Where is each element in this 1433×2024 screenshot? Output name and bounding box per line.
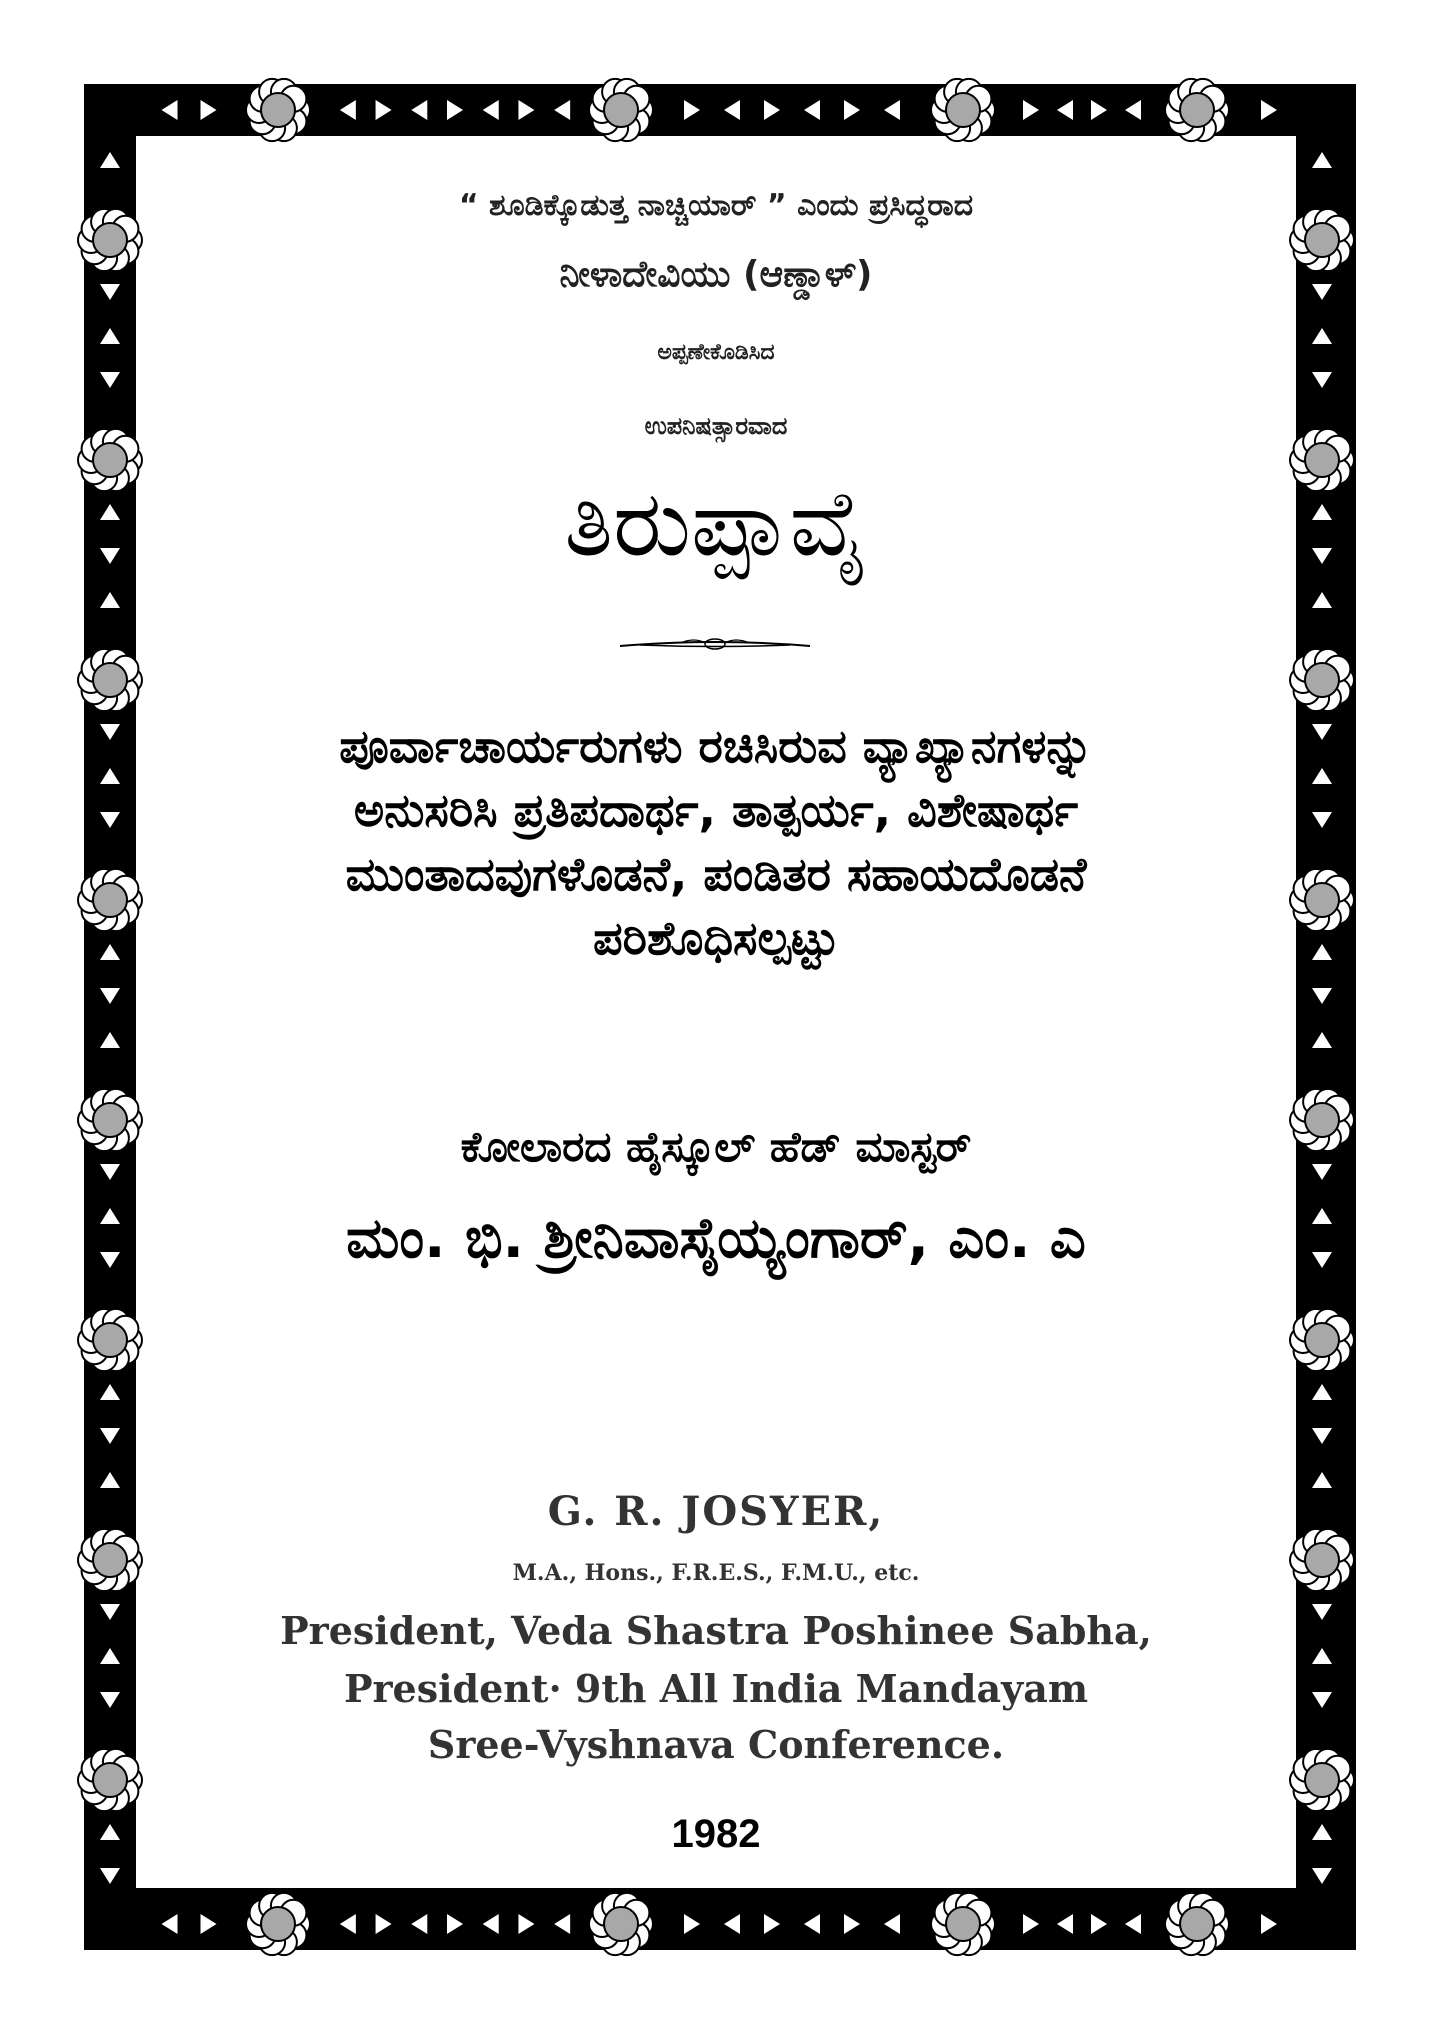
flower-icon [78,1529,142,1591]
flower-icon [78,869,142,931]
author-name: ಮಂ. ಭಿ. ಶ್ರೀನಿವಾಸೈಯ್ಯಂಗಾರ್, ಎಂ. ಎ [346,1206,1086,1271]
description-line: ಪೂರ್ವಾಚಾರ್ಯರುಗಳು ರಚಿಸಿರುವ ವ್ಯಾಖ್ಯಾನಗಳನ್ನು [339,719,1093,773]
flower-icon [1290,209,1354,271]
flower-icon [246,1893,310,1955]
flower-icon [1290,869,1354,931]
subject-line: ನೀಳಾದೇವಿಯು (ಆಣ್ಡಾಳ್) [559,254,873,295]
publisher-degrees: M.A., Hons., F.R.E.S., F.M.U., etc. [512,1560,920,1586]
flower-icon [1290,1749,1354,1811]
offered-line: ಅಪ್ಪಣೇಕೊಡಿಸಿದ [657,340,775,365]
description-line: ಮುಂತಾದವುಗಳೊಡನೆ, ಪಂಡಿತರ ಸಹಾಯದೊಡನೆ [345,847,1087,901]
essence-line: ಉಪನಿಷತ್ಸಾರವಾದ [644,412,788,440]
publisher-title-1: President, Veda Shastra Poshinee Sabha, [280,1608,1152,1653]
publication-year: 1982 [671,1812,761,1856]
description-line: ಅನುಸರಿಸಿ ಪ್ರತಿಪದಾರ್ಥ, ತಾತ್ಪರ್ಯ, ವಿಶೇಷಾರ್ಥ [353,783,1079,837]
flower-icon [1290,429,1354,491]
description-block [136,714,1296,970]
intro-line: “ ಶೂಡಿಕ್ಕೊಡುತ್ತ ನಾಚ್ಚಿಯಾರ್ ” ಎಂದು ಪ್ರಸಿದ್ಧರಾದ [458,188,974,223]
flower-icon [1290,649,1354,711]
flower-icon [589,79,653,141]
publisher-title-3: Sree-Vyshnava Conference. [427,1722,1005,1767]
author-role: ಕೋಲಾರದ ಹೈಸ್ಕೂಲ್ ಹೆಡ್ ಮಾಸ್ಟರ್ [460,1122,972,1171]
publisher-name: G. R. JOSYER, [547,1488,885,1535]
flower-icon [1290,1089,1354,1151]
flower-icon [78,1749,142,1811]
flower-icon [78,209,142,271]
publisher-title-2: President· 9th All India Mandayam [343,1666,1089,1711]
flower-icon [78,649,142,711]
flower-icon [78,1309,142,1371]
flower-icon [1165,79,1229,141]
title-ornament [620,634,810,654]
flower-icon [1290,1529,1354,1591]
title-page [136,136,1296,1888]
flower-icon [931,79,995,141]
flower-icon [1165,1893,1229,1955]
flower-icon [1290,1309,1354,1371]
flower-icon [931,1893,995,1955]
book-title: ತಿರುಪ್ಪಾವೈ [564,470,868,577]
description-line: ಪರಿಶೊಧಿಸಲ್ಪಟ್ಟು [593,911,839,965]
flower-icon [78,1089,142,1151]
flower-icon [589,1893,653,1955]
flower-icon [78,429,142,491]
flower-icon [246,79,310,141]
